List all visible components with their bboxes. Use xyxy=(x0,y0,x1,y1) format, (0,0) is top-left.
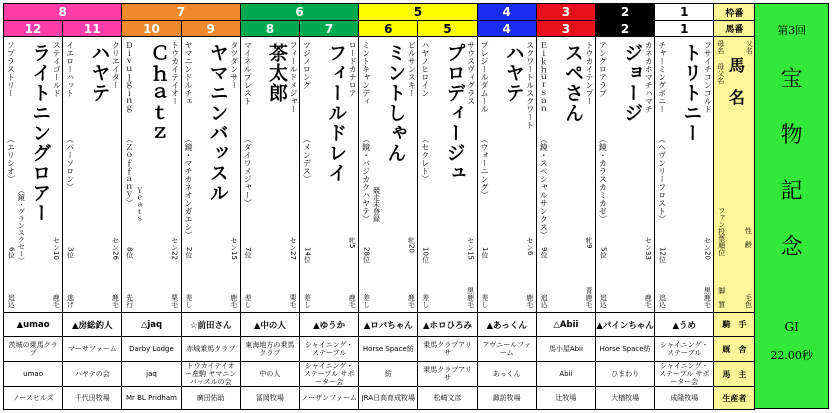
coat-color: 栗毛 xyxy=(170,294,179,308)
legend-leg: 脚 質 xyxy=(717,287,726,308)
jockey-cell: ▲房総釣人 xyxy=(62,312,122,337)
stable-cell: シャイニング・ステーブル xyxy=(299,336,359,362)
horse-number: 6 xyxy=(358,20,418,37)
sex-age: セン22 xyxy=(170,237,179,260)
fan-rank: 12位 xyxy=(658,247,667,263)
stable-cell: Darby Lodge xyxy=(121,336,181,362)
sex-age: セン10 xyxy=(52,237,61,260)
owner-cell: シャイニング・ステーブル サポーター会 xyxy=(654,361,714,387)
breeder-cell: JRA日高育成牧場 xyxy=(358,386,418,410)
dam-name: ツジノロング xyxy=(302,41,312,89)
horse-info[interactable] xyxy=(299,36,359,313)
fan-rank: 8位 xyxy=(125,247,134,259)
horse-number: 12 xyxy=(3,20,63,37)
fan-rank: 2位 xyxy=(184,247,193,259)
sex-age: セン20 xyxy=(703,237,712,260)
sex-age: セン27 xyxy=(288,237,297,260)
race-title-char: 物 xyxy=(780,123,803,148)
owner-cell: あっくん xyxy=(477,361,537,387)
horse-info[interactable] xyxy=(181,36,241,313)
owner-cell: トウカイテイオー産駒 ヤマニンバッスルの会 xyxy=(181,361,241,387)
dam-sire-name: （メンデス） xyxy=(302,135,312,183)
dam-name: ヤマニンドルチェ xyxy=(183,41,193,105)
horse-number: 11 xyxy=(62,20,122,37)
horse-info[interactable] xyxy=(62,36,122,313)
running-style: 追込 xyxy=(658,294,667,308)
waku-header: 7 xyxy=(121,3,240,21)
fan-rank: 14位 xyxy=(303,247,312,263)
dam-sire-name: （ダイワメジャー） xyxy=(243,135,253,207)
waku-header: 4 xyxy=(477,3,537,21)
coat-color: 黒鹿毛 xyxy=(703,287,712,308)
coat-color: 鹿毛 xyxy=(348,294,357,308)
stable-cell: アヴニールファーム xyxy=(477,336,537,362)
fan-rank: 6位 xyxy=(7,247,16,259)
sex-age: セン15 xyxy=(229,237,238,260)
coat-color: 鹿毛 xyxy=(525,294,534,308)
dam-sire-name: （鏡・バジカクハヤテ） xyxy=(361,135,371,223)
dam-name: Ｄｉｖｕｌｇｉｎｇ xyxy=(124,41,134,113)
owner-cell: ハヤテの会 xyxy=(62,361,122,387)
breeder-cell: 廣田佑助 xyxy=(181,386,241,410)
stable-cell: マーサファーム xyxy=(62,336,122,362)
waku-label: 枠番 xyxy=(713,3,755,21)
breeder-label: 生産者 xyxy=(713,386,755,410)
sire-name: サウスヴィグラス xyxy=(466,41,476,105)
sex-age: セン15 xyxy=(466,237,475,260)
owner-label: 馬 主 xyxy=(713,361,755,387)
breeder-cell: 大楢牧場 xyxy=(595,386,655,410)
coat-color: 鹿毛 xyxy=(644,294,653,308)
fan-rank: 7位 xyxy=(244,247,253,259)
dam-sire-name: （エリシオ） xyxy=(6,135,16,183)
horse-info[interactable] xyxy=(358,36,418,313)
sire-name: カネカホマチハマチ xyxy=(644,41,654,113)
dam-line-note: 競走未登録 xyxy=(372,187,381,222)
legend-fan-rank: ファン投票順位 xyxy=(717,207,726,256)
legend-coat: 毛色 xyxy=(744,294,753,308)
horse-info[interactable] xyxy=(417,36,477,313)
horse-info[interactable] xyxy=(595,36,655,313)
dam-name: マイネルプレスト xyxy=(243,41,253,105)
horse-number: 9 xyxy=(181,20,241,37)
sire-name: トウカイテンプー xyxy=(584,41,594,105)
waku-header: 1 xyxy=(654,3,714,21)
race-title-char: 念 xyxy=(780,235,803,260)
sire-name: タツダンサー xyxy=(229,41,239,89)
sex-age: セン33 xyxy=(644,237,653,260)
dam-name: ミントキャンディ xyxy=(361,41,371,105)
legend-info xyxy=(713,36,755,313)
owner-cell: jaq xyxy=(121,361,181,387)
jockey-cell: ▲あっくん xyxy=(477,312,537,337)
dam-sire-name: （鏡・マチカネオンガエシ） xyxy=(183,135,193,239)
jockey-cell: ▲うめ xyxy=(654,312,714,337)
dam-name: プレジールダムール xyxy=(479,41,489,113)
breeder-cell: 成隆牧場 xyxy=(654,386,714,410)
coat-color: 栗毛 xyxy=(288,294,297,308)
jockey-cell: ▲ロバちゃん xyxy=(358,312,418,337)
breeder-cell: ノースヒルズ xyxy=(3,386,63,410)
owner-cell: 紡 xyxy=(358,361,418,387)
legend-mother-father: 母父名 xyxy=(716,63,725,84)
race-info xyxy=(754,3,829,409)
jockey-cell: ☆前田さん xyxy=(181,312,241,337)
sire-name: ステイゴールド xyxy=(52,41,62,97)
sire-name: トウカイテイオー xyxy=(170,41,180,105)
coat-color: 黒鹿毛 xyxy=(466,287,475,308)
dam-name: イエローハット xyxy=(65,41,75,97)
running-style: 追込 xyxy=(7,294,16,308)
breeder-cell: 辻牧場 xyxy=(536,386,596,410)
stable-label: 厩 舎 xyxy=(713,336,755,362)
horse-name: 茶太郎 xyxy=(265,43,288,103)
horse-number: 10 xyxy=(121,20,181,37)
stable-cell: Horse Space紡 xyxy=(595,336,655,362)
breeder-cell: 千代田牧場 xyxy=(62,386,122,410)
fan-rank: 10位 xyxy=(421,247,430,263)
breeder-cell: 松崎文彦 xyxy=(417,386,477,410)
breeder-cell: Mr BL Pridham xyxy=(121,386,181,410)
breeder-cell: ノーザンファーム xyxy=(299,386,359,410)
sex-age: 牝20 xyxy=(407,237,416,253)
running-style: 差し xyxy=(303,294,312,308)
horse-name: ジョージ xyxy=(621,43,644,123)
legend-mother: 母名 xyxy=(716,40,725,54)
horse-name: トリトニー xyxy=(680,43,703,143)
horse-number: 4 xyxy=(477,20,537,37)
waku-header: 6 xyxy=(240,3,359,21)
dam-sire-name: （鏡・カラスカミカゼ） xyxy=(598,135,608,223)
jockey-cell: ▲ホロひろみ xyxy=(417,312,477,337)
breeder-cell: 冨岡牧場 xyxy=(240,386,300,410)
sire-name: スクワートルスクワート xyxy=(525,41,535,129)
fan-rank: 3位 xyxy=(66,247,75,259)
dam-name: ソプラストリー xyxy=(6,41,16,97)
running-style: 差し xyxy=(244,294,253,308)
horse-info[interactable] xyxy=(654,36,714,313)
horse-name: ミントしゃん xyxy=(384,43,407,163)
owner-cell: ひまわり xyxy=(595,361,655,387)
horse-name: フィールドレイ xyxy=(325,43,348,183)
dam-name: チャーミングボニー xyxy=(657,41,667,113)
horse-info[interactable] xyxy=(536,36,596,313)
jockey-cell: ▲ゆうか xyxy=(299,312,359,337)
stable-cell: 馬小屋Abii xyxy=(536,336,596,362)
stable-cell: 茨城の乗馬クラブ xyxy=(3,336,63,362)
jockey-cell: ▲umao xyxy=(3,312,63,337)
jockey-cell: ▲パインちゃん xyxy=(595,312,655,337)
stable-cell: Horse Space紡 xyxy=(358,336,418,362)
stable-cell: 赤城乗馬クラブ xyxy=(181,336,241,362)
jockey-cell: △Abii xyxy=(536,312,596,337)
waku-header: 3 xyxy=(536,3,596,21)
horse-name: ハヤテ xyxy=(88,43,111,103)
owner-cell: 乗馬クラブアリサ xyxy=(417,361,477,387)
legend-name: 馬 名 xyxy=(726,57,746,105)
sex-age: セン26 xyxy=(111,237,120,260)
running-style: 追込 xyxy=(540,294,549,308)
horse-number: 7 xyxy=(299,20,359,37)
sire-name: クリエイター xyxy=(111,41,121,89)
running-style: 差し xyxy=(421,294,430,308)
fan-rank: 1位 xyxy=(480,247,489,259)
coat-color: 鹿毛 xyxy=(111,294,120,308)
owner-cell: シャイニング・ステーブル サポーター会 xyxy=(299,361,359,387)
legend-father: 父名 xyxy=(745,40,754,54)
waku-header: 2 xyxy=(595,3,655,21)
horse-number: 5 xyxy=(417,20,477,37)
horse-info[interactable] xyxy=(121,36,181,313)
dam-name: ハヤノヒロイン xyxy=(420,41,430,97)
waku-header: 8 xyxy=(3,3,122,21)
horse-name: スペさん xyxy=(561,43,584,123)
horse-number: 8 xyxy=(240,20,300,37)
running-style: 逃げ xyxy=(66,294,75,308)
race-title-char: 宝 xyxy=(780,67,803,92)
horse-number-label: 馬番 xyxy=(713,20,755,37)
dam-sire-name: （パーソロン） xyxy=(65,135,75,191)
coat-color: 青鹿毛 xyxy=(584,287,593,308)
coat-color: 鹿毛 xyxy=(407,294,416,308)
dam-sire-name: （セクレト） xyxy=(420,135,430,183)
legend-sex-age: 性 齢 xyxy=(744,227,753,248)
sire-name: フサイチコンコルド xyxy=(703,41,713,113)
running-style: 差し xyxy=(184,294,193,308)
race-title-char: 記 xyxy=(780,179,803,204)
horse-info[interactable] xyxy=(477,36,537,313)
dam-sire-name: （ウォーニング） xyxy=(479,135,489,199)
fan-rank: 5位 xyxy=(599,247,608,259)
horse-name: ヤマニンバッスル xyxy=(206,43,229,203)
horse-name: ハヤテ xyxy=(502,43,525,103)
jockey-label: 騎 手 xyxy=(713,312,755,337)
sex-age: セン6 xyxy=(525,237,534,256)
coat-color: 鹿毛 xyxy=(229,294,238,308)
dam-sire-name: （ヘヴンリーフロスト） xyxy=(657,135,667,223)
horse-number: 1 xyxy=(654,20,714,37)
stable-cell: シャイニング・ステーブル xyxy=(654,336,714,362)
dam-name: アングロアラブ xyxy=(598,41,608,97)
running-style: 追込 xyxy=(599,294,608,308)
race-card xyxy=(3,3,829,409)
owner-cell: 中の人 xyxy=(240,361,300,387)
sex-age: 牝9 xyxy=(584,237,593,249)
stable-cell: 乗馬クラブアリサ xyxy=(417,336,477,362)
sire-name: フィールドメジャー xyxy=(288,41,298,113)
dam-name: Ｅｉｋｈｕｒｓａｎ xyxy=(539,41,549,113)
fan-rank: 28位 xyxy=(362,247,371,263)
breeder-cell: 諏訪牧場 xyxy=(477,386,537,410)
sex-age: 牝5 xyxy=(348,237,357,249)
horse-name: プロディージュ xyxy=(443,43,466,183)
dam-sire-name: （Ｚｏｆｆａｎｙ） xyxy=(124,135,134,207)
running-style: 差し xyxy=(362,294,371,308)
waku-header: 5 xyxy=(358,3,477,21)
jockey-cell: ▲中の人 xyxy=(240,312,300,337)
dam-sire-name: （鏡・スペシャルサンクス） xyxy=(539,135,549,239)
horse-number: 3 xyxy=(536,20,596,37)
coat-color: 鹿毛 xyxy=(52,294,61,308)
dam-line-note: （鏡・グランスクセー） xyxy=(17,187,26,264)
dam-line-note: Ｙｅａｔｓ xyxy=(135,187,144,222)
horse-number: 2 xyxy=(595,20,655,37)
owner-cell: Abii xyxy=(536,361,596,387)
fan-rank: 9位 xyxy=(540,247,549,259)
jockey-cell: △jaq xyxy=(121,312,181,337)
race-time: 22.00秒 xyxy=(770,349,813,362)
horse-name: ライトニングロアー xyxy=(29,43,52,223)
running-style: 差し xyxy=(480,294,489,308)
horse-name: Ｃｈａｔｚ xyxy=(147,43,170,143)
sire-name: ロードカナロア xyxy=(348,41,358,97)
race-grade: GⅠ xyxy=(784,320,799,334)
horse-info[interactable] xyxy=(240,36,300,313)
sire-name: ビルサンスキー xyxy=(407,41,417,97)
running-style: 先行 xyxy=(125,294,134,308)
horse-info[interactable] xyxy=(3,36,63,313)
stable-cell: 東海地方の乗馬クラブ xyxy=(240,336,300,362)
owner-cell: umao xyxy=(3,361,63,387)
race-edition: 第3回 xyxy=(777,24,807,37)
